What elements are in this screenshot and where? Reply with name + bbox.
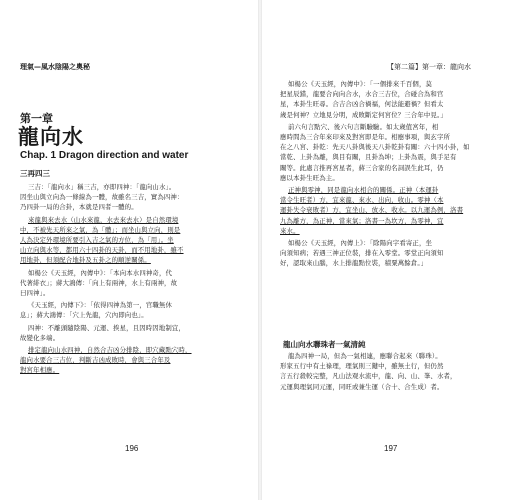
- paragraph-line: 四神：不離頭隨陰陽、元運、挨星，且因時因地制宜，: [28, 323, 185, 332]
- paragraph-line: 運卦失令衰敗者）方，宜坐山、放水、收水。以九運為例，洛書: [280, 206, 464, 215]
- paragraph-line: 歲是何神？立地見分明，成敗斷定何宮位？三合年中見。」: [280, 110, 447, 119]
- paragraph-line: 來水。: [280, 226, 300, 235]
- paragraph-line: 來龍與來去水（山水來龍，水去來去水）是自然環境: [28, 215, 179, 224]
- paragraph-line: 前六句言點穴、後六句言斷驗驗。如太歲值宮年，相: [288, 122, 439, 131]
- left-section-title: 三再四三: [20, 169, 50, 178]
- paragraph-line: 當乾、上卦為離，與目有關，且卦為坤；上卦為震，與手足有: [280, 153, 457, 162]
- paragraph-line: 因坐山與立向為一條線為一體，故雖名三吉，實為四神：: [20, 193, 184, 202]
- paragraph-line: 應以本卦生旺為主。: [280, 173, 339, 182]
- paragraph-line: 星，本卦生旺尋。合吉合凶合禍福，何法能避禍？但看太: [280, 100, 444, 109]
- paragraph-line: 關等。此處言推再宮星者，蔣三合家的名詞誤生此耳，仍: [280, 163, 444, 172]
- chapter-title: 龍向水: [18, 125, 84, 149]
- paragraph-line: 言五行殺較完整，凡山法观水流中，龍、向、山、峯、水者，: [280, 372, 457, 381]
- paragraph-line: 正神與零神，同是龍向水相合的關係。正神（本運卦: [288, 186, 439, 194]
- paragraph-line: 如楊公《天玉經，內傳中》：「本向本水四神奇，代: [28, 268, 173, 277]
- paragraph-line: 代著緋衣」；蔣大鴻傳：「向上有兩神，水上有兩神，故: [20, 278, 178, 287]
- paragraph-line: 九為離方，為正神，當來氣；洛書一為坎方，為零神，宜: [280, 216, 444, 225]
- paragraph-line: 元運與理氣同元運，同旺或兼生運（合十、合生成）者。: [280, 382, 444, 391]
- paragraph-line: 用地卦，但須配合地卦及五卦之的順逆關係。: [20, 256, 151, 265]
- right-running-head: 【第二篇】第一章：龍向水: [387, 63, 471, 71]
- paragraph-line: 山立向與水等，都用六十四卦的天卦，而不用地卦，雖不: [20, 246, 184, 255]
- chapter-number: 第一章: [20, 112, 53, 125]
- paragraph-line: 息」；蔣大鴻傳：「穴上先龍，穴內即向也」。: [20, 311, 148, 320]
- paragraph-line: 應時間為三合年來印來及對宮即是年。相應事項，與玄字所: [280, 133, 451, 141]
- paragraph-line: 把星辰錯，龍要合向向合水，水合三吉位，合碰合為和官: [280, 90, 444, 99]
- paragraph-line: 如楊公《天玉經，內傳上》：「除陽向字看寄正，坐: [288, 239, 433, 247]
- right-section-title: 龍山向水聯珠者一氣清純: [283, 340, 366, 349]
- paragraph-line: 故變化多端。: [20, 333, 60, 342]
- paragraph-line: 向須知病；若遇三神正位裝，排在入零堂。零堂正向須知: [280, 249, 444, 258]
- right-page-number: 197: [384, 444, 398, 453]
- chapter-english-title: Chap. 1 Dragon direction and water: [20, 150, 189, 161]
- left-page-number: 196: [125, 444, 139, 453]
- paragraph-line: 人為決定外環境所要引入吉之氣的方位，為「用」。坐: [20, 236, 174, 244]
- book-gutter: [258, 0, 262, 500]
- paragraph-line: 排定龍向山水四神，自然合吉凶分排陰，即穴藏點穴時，: [28, 346, 192, 354]
- paragraph-line: 好，認取來山腦，水上排龍點位裝，積粟萬餘倉。」: [280, 259, 428, 268]
- paragraph-line: 中，不被先天所來之氣，為「體」；而坐山與立向，則是: [20, 225, 181, 234]
- paragraph-line: 形家五行中有土祿理，理氣則三鍵中，雖無土行，但仍然: [280, 362, 444, 371]
- paragraph-line: 在之八宮、卦乾：先天八卦與後天八卦乾卦有關：六十四小卦，如: [280, 143, 470, 152]
- paragraph-line: 三吉：「龍向水」稱三吉，亦即四神：「龍向山水」。: [28, 183, 176, 191]
- paragraph-line: 《天玉經，內傳下》：「依得四神為第一，官職無休: [28, 301, 173, 310]
- paragraph-line: 乃四卦一局的合卦，本就是四者一體的。: [20, 203, 138, 212]
- left-running-head: 理氣—風水陰陽之奧秘: [20, 63, 90, 71]
- paragraph-line: 對宮年相應。: [20, 366, 60, 375]
- paragraph-line: 當令生旺者）方，宜來龍、來水、出向，收山。零神（本: [280, 196, 444, 205]
- paragraph-line: 如楊公《天玉經，內傳中》：「一個排來千百個，莫: [288, 80, 433, 88]
- paragraph-line: 龍向水要合三吉位，判斷吉凶成敗時，會與三合年及: [20, 356, 171, 365]
- paragraph-line: 曰四神」。: [20, 289, 50, 297]
- paragraph-line: 龍為四神一局，但為一氣相連，應聯合起來（聯珠）。: [288, 352, 442, 360]
